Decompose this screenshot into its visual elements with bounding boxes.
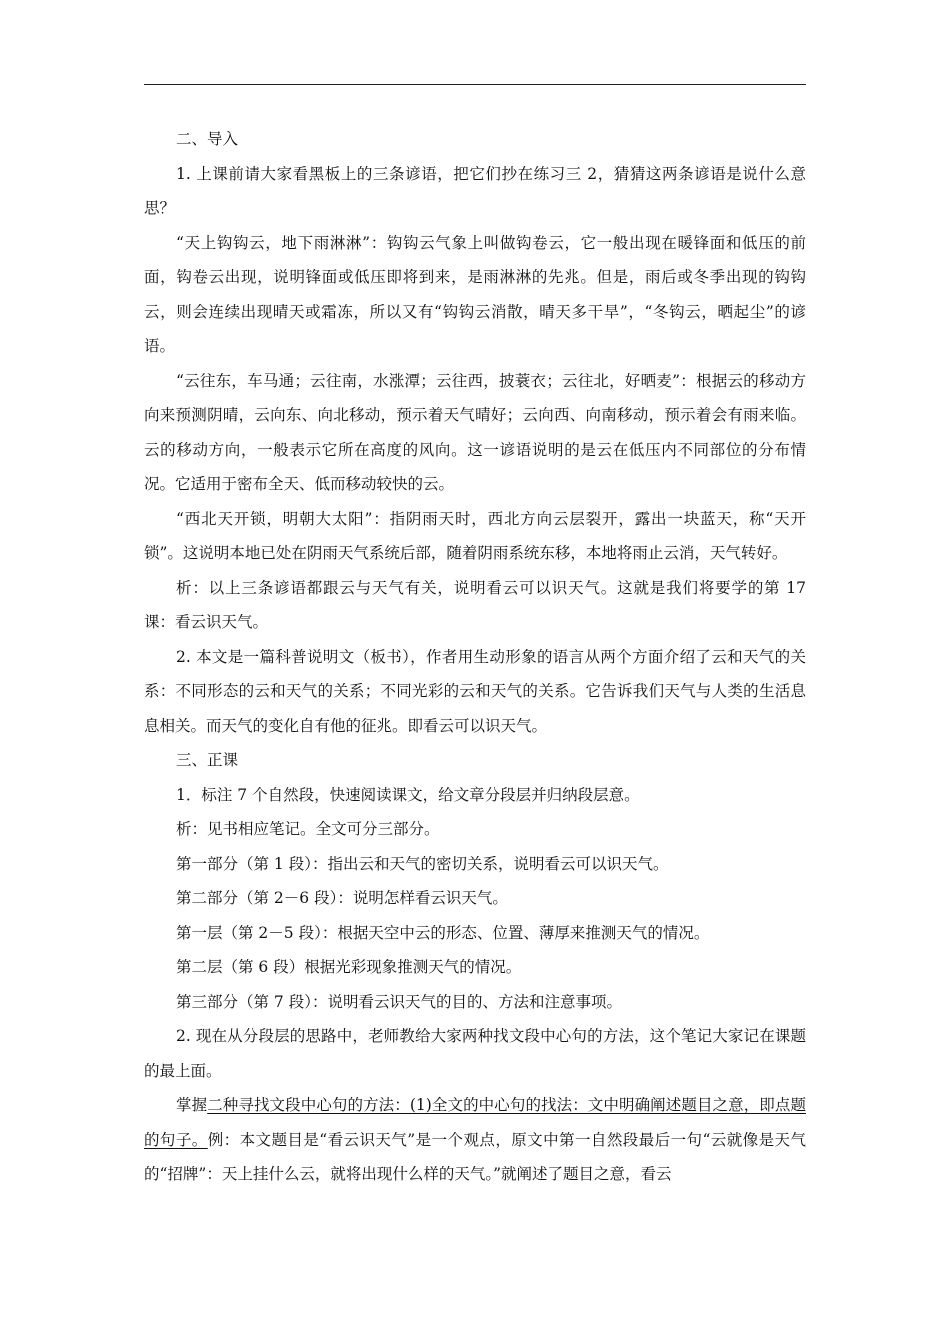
paragraph: 析：以上三条谚语都跟云与天气有关，说明看云可以识天气。这就是我们将要学的第 17 课：看云识天气。 (144, 578, 806, 631)
method-rest: 例：本文题目是“看云识天气”是一个观点，原文中第一自然段最后一句“云就像是天气的“招牌”：天上挂什么云，就将出现什么样的天气。”就阐述了题目之意，看云 (144, 1130, 806, 1183)
document-body (144, 122, 806, 1192)
header-rule (144, 84, 806, 85)
paragraph: 第二部分（第 2－6 段）：说明怎样看云识天气。 (176, 889, 508, 907)
paragraph: 第一部分（第 1 段）：指出云和天气的密切关系，说明看云可以识天气。 (176, 854, 669, 873)
paragraph: 2. 本文是一篇科普说明文（板书），作者用生动形象的语言从两个方面介绍了云和天气的关系：不同形态的云和天气的关系；不同光彩的云和天气的关系。它告诉我们天气与人类的生活息息相关。而天气的变化自有他的征兆。即看云可以识天气。 (144, 647, 806, 735)
paragraph: “云往东，车马通；云往南，水涨潭；云往西，披蓑衣；云往北，好晒麦”：根据云的移动方向来预测阴晴，云向东、向北移动，预示着天气晴好；云向西、向南移动，预示着会有雨来临。云的移动方向，一般表示它所在高度的风向。这一谚语说明的是云在低压内不同部位的分布情况。它适用于密布全天、低而移动较快的云。 (144, 371, 806, 493)
paragraph: 第三部分（第 7 段）：说明看云识天气的目的、方法和注意事项。 (176, 992, 622, 1011)
paragraph: 2. 现在从分段层的思路中，老师教给大家两种找文段中心句的方法，这个笔记大家记在课题的最上面。 (144, 1027, 806, 1080)
paragraph: 第一层（第 2－5 段）：根据天空中云的形态、位置、薄厚来推测天气的情况。 (176, 923, 710, 942)
method-lead: 掌握 (176, 1096, 208, 1114)
paragraph: “西北天开锁，明朝大太阳”：指阴雨天时，西北方向云层裂开，露出一块蓝天，称“天开锁”。这说明本地已处在阴雨天气系统后部，随着阴雨系统东移，本地将雨止云消，天气转好。 (144, 509, 806, 562)
paragraph: “天上钩钩云，地下雨淋淋”：钩钩云气象上叫做钩卷云，它一般出现在暖锋面和低压的前面，钩卷云出现，说明锋面或低压即将到来，是雨淋淋的先兆。但是，雨后或冬季出现的钩钩云，则会连续出现晴天或霜冻，所以又有“钩钩云消散，晴天多干旱”，“冬钩云，晒起尘”的谚语。 (144, 233, 806, 355)
paragraph-method (144, 1088, 806, 1192)
paragraph: 第二层（第 6 段）根据光彩现象推测天气的情况。 (176, 958, 522, 976)
method-underlined: 二种寻找文段中心句的方法：(1)全文的中心句的找法：文中明确阐述题目之意，即点题的句子。 (144, 1096, 806, 1149)
section-heading-intro: 二、导入 (176, 130, 239, 148)
paragraph: 1．标注 7 个自然段，快速阅读课文，给文章分段层并归纳段层意。 (176, 785, 640, 804)
paragraph: 析：见书相应笔记。全文可分三部分。 (176, 820, 440, 838)
section-heading-main: 三、正课 (176, 751, 239, 769)
paragraph: 1. 上课前请大家看黑板上的三条谚语，把它们抄在练习三 2，猜猜这两条谚语是说什么意思？ (144, 164, 806, 217)
